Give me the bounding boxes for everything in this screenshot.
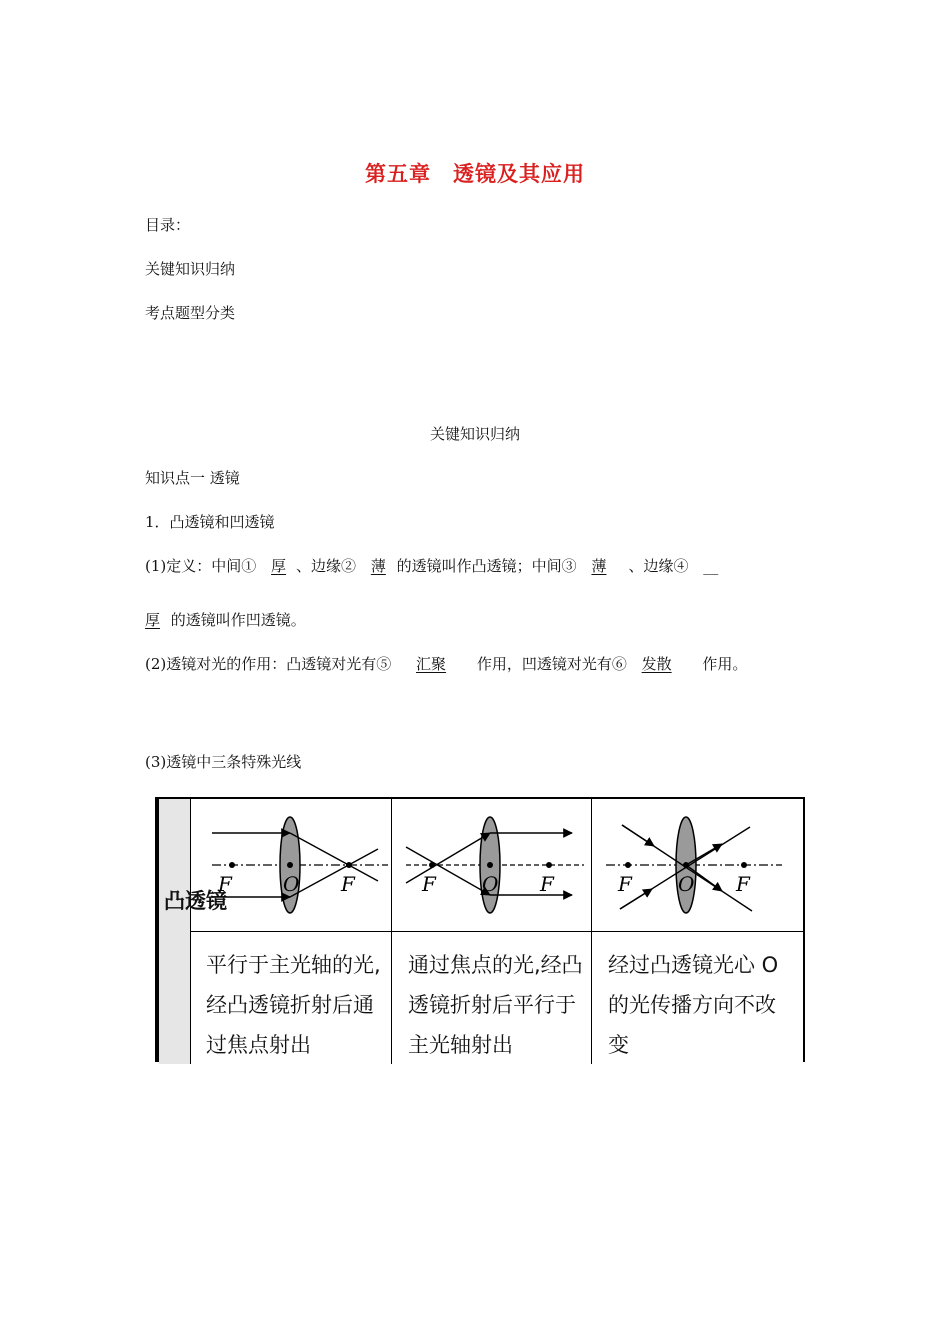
answer-3: 薄 — [591, 557, 607, 575]
knowledge-point-1: 知识点一 透镜 — [145, 469, 240, 487]
section-title: 关键知识归纳 — [429, 425, 520, 443]
label-f-left: F — [422, 872, 436, 896]
row-header-label: 凸透镜 — [164, 889, 227, 913]
def-text-1: (1)定义：中间① — [145, 557, 257, 575]
definition-line-1 — [145, 555, 718, 576]
refracted-ray-top — [290, 833, 378, 881]
definition-line-2 — [145, 609, 306, 630]
blank-line: __ — [703, 557, 719, 575]
def-text-5: 的透镜叫作凹透镜。 — [170, 611, 306, 629]
table-cell-focus-rays — [392, 799, 592, 1064]
effect-text-1: (2)透镜对光的作用：凸透镜对光有⑤ — [145, 655, 392, 673]
row-header — [159, 799, 227, 1064]
refracted-ray-bottom — [290, 849, 378, 897]
label-o: O — [678, 872, 695, 896]
toc-label: 目录： — [145, 216, 191, 234]
table-cell-parallel-rays — [190, 799, 392, 1064]
diagram-center-rays — [592, 799, 805, 931]
diagram-focus-rays — [392, 799, 592, 931]
label-f-right: F — [540, 872, 554, 896]
table-cell-center-rays — [592, 799, 805, 1064]
optical-center — [683, 862, 689, 868]
answer-2: 薄 — [370, 557, 386, 575]
arrow-1a — [622, 825, 654, 846]
label-f-right: F — [736, 872, 750, 896]
focal-point-left — [429, 862, 435, 868]
effect-line — [145, 653, 747, 674]
label-f-left: F — [218, 872, 232, 896]
special-rays-table — [155, 797, 805, 1062]
label-f-left: F — [618, 872, 632, 896]
focal-point-left — [625, 862, 631, 868]
def-text-4: 、边缘④ — [628, 557, 689, 575]
focal-point-left — [229, 862, 235, 868]
toc-item-key-knowledge[interactable]: 关键知识归纳 — [145, 260, 236, 278]
description-focus-rays: 通过焦点的光,经凸透镜折射后平行于主光轴射出 — [408, 953, 583, 1057]
focal-point-right — [346, 862, 352, 868]
item-3-heading: (3)透镜中三条特殊光线 — [145, 753, 302, 771]
page-title: 第五章 透镜及其应用 — [365, 162, 585, 186]
answer-5: 汇聚 — [416, 655, 447, 673]
incident-ray-1 — [406, 847, 490, 895]
def-text-2: 、边缘② — [296, 557, 357, 575]
description-parallel-rays: 平行于主光轴的光,经凸透镜折射后通过焦点射出 — [206, 953, 381, 1057]
effect-text-2: 作用，凹透镜对光有⑥ — [476, 655, 627, 673]
label-o: O — [482, 872, 499, 896]
toc-item-question-types[interactable]: 考点题型分类 — [145, 304, 236, 322]
item-1-heading: 1．凸透镜和凹透镜 — [145, 513, 275, 531]
answer-6: 发散 — [641, 655, 672, 673]
label-o: O — [283, 872, 300, 896]
label-f-right: F — [341, 872, 355, 896]
def-text-3: 的透镜叫作凸透镜；中间③ — [396, 557, 577, 575]
optical-center — [487, 862, 493, 868]
optical-center — [287, 862, 293, 868]
answer-4: 厚 — [145, 611, 161, 629]
description-center-rays: 经过凸透镜光心 O 的光传播方向不改变 — [608, 953, 779, 1057]
incident-ray-2 — [406, 833, 490, 883]
focal-point-right — [741, 862, 747, 868]
effect-text-3: 作用。 — [702, 655, 748, 673]
answer-1: 厚 — [271, 557, 287, 575]
focal-point-right — [546, 862, 552, 868]
diagram-parallel-rays — [190, 799, 390, 931]
